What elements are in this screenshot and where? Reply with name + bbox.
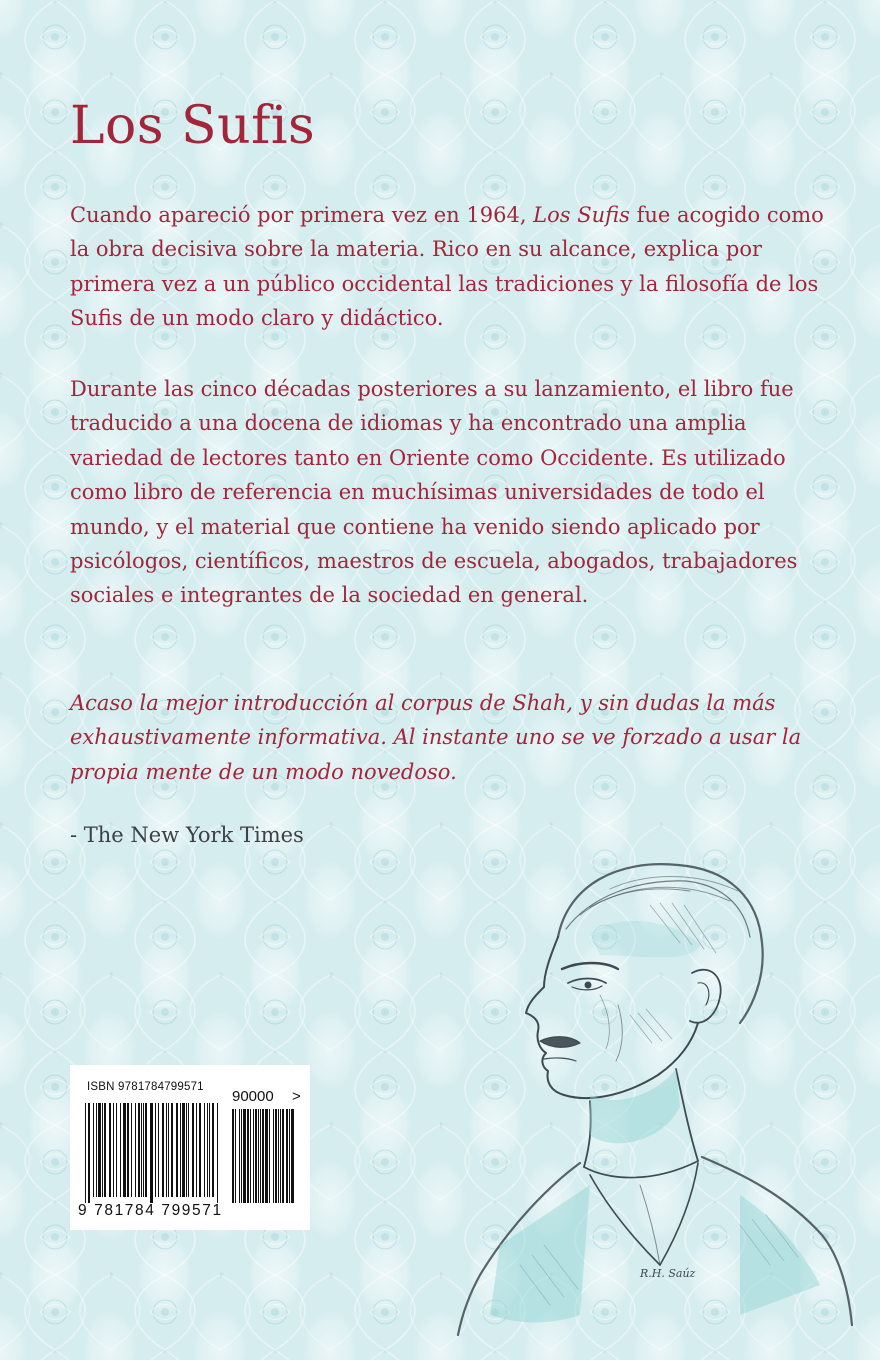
barcode-bar (96, 1103, 97, 1197)
barcode-bars (85, 1103, 300, 1203)
barcode-bar (286, 1109, 288, 1203)
barcode-bar (135, 1103, 136, 1197)
barcode-bar (235, 1109, 236, 1203)
barcode-bar (138, 1103, 140, 1197)
barcode-bar (262, 1109, 264, 1203)
barcode-bar (192, 1103, 194, 1197)
barcode-bar (243, 1109, 246, 1203)
barcode-bar (93, 1103, 94, 1197)
barcode-digits: 9 781784 799571 (78, 1202, 223, 1219)
barcode-bar (291, 1109, 294, 1203)
author-portrait-sketch (440, 845, 860, 1345)
barcode-bar (155, 1103, 156, 1197)
barcode-bar (188, 1103, 189, 1197)
barcode-bar (88, 1103, 90, 1203)
portrait-signature: R.H. Saúz (640, 1267, 696, 1280)
barcode-bar (239, 1109, 240, 1203)
description-paragraph-1 (70, 198, 830, 336)
barcode-bar (250, 1109, 251, 1203)
barcode-bar (162, 1103, 164, 1197)
barcode-bar (247, 1109, 249, 1203)
barcode-bar (158, 1103, 159, 1197)
barcode-bar (127, 1103, 129, 1197)
barcode-bar (255, 1109, 257, 1203)
barcode-bar (275, 1109, 277, 1203)
barcode-bar (85, 1103, 86, 1203)
barcode-bar (131, 1103, 132, 1197)
barcode-bar (269, 1109, 270, 1203)
barcode-bar (116, 1103, 117, 1197)
barcode-bar (196, 1103, 197, 1197)
description-paragraph-1-end: fue acogido como la obra decisiva sobre la materia. Rico en su alcance, explica por primera vez a un público occidental las tradiciones y la filosofía de los Sufis de un modo claro y didáctico. (70, 203, 824, 331)
barcode-bar (209, 1103, 210, 1197)
barcode-bar (102, 1103, 103, 1197)
isbn-label: ISBN 9781784799571 (87, 1081, 204, 1093)
barcode-bar (168, 1103, 169, 1197)
barcode-bar (280, 1109, 281, 1203)
review-attribution: - The New York Times (70, 823, 304, 847)
description-paragraph-1-start: Cuando apareció por primera vez en 1964, (70, 203, 534, 227)
barcode-bar (260, 1109, 261, 1203)
barcode-bar (120, 1103, 121, 1197)
barcode-bar (253, 1109, 254, 1203)
barcode-bar (217, 1103, 218, 1203)
barcode-bar (145, 1103, 147, 1197)
barcode-bar (182, 1103, 185, 1197)
barcode-bar (150, 1103, 153, 1203)
barcode-bar (278, 1109, 279, 1203)
barcode-bar (207, 1103, 208, 1197)
barcode-bar (113, 1103, 114, 1197)
barcode-bar (186, 1103, 187, 1197)
barcode-bar (123, 1103, 126, 1197)
barcode-bar (241, 1109, 242, 1203)
isbn-barcode-box (70, 1065, 310, 1230)
barcode-bar (141, 1103, 142, 1197)
barcode-bar (109, 1103, 111, 1197)
barcode-bar (143, 1103, 144, 1197)
barcode-bar (273, 1109, 274, 1203)
barcode-bar (265, 1109, 268, 1203)
price-code: 90000 (232, 1088, 274, 1105)
review-quote: Acaso la mejor introducción al corpus de Shah, y sin dudas la más exhaustivamente informativa. Al instante uno se ve forzado a usar la propia mente de un modo novedoso. (70, 691, 802, 784)
barcode-bar (180, 1103, 181, 1197)
description-paragraph-1-book-title: Los Sufis (533, 203, 630, 227)
barcode-bar (176, 1103, 178, 1197)
barcode-bar (232, 1109, 234, 1203)
description-paragraph-2: Durante las cinco décadas posteriores a su lanzamiento, el libro fue traducido a una docena de idiomas y ha encontrado una amplia variedad de lectores tanto en Oriente como Occidente. Es utilizado como libro de referencia en muchísimas universidades de todo el mundo, y el material que contiene ha venido siendo aplicado por psicólogos, científicos, maestros de escuela, abogados, trabajadores sociales e integrantes de la sociedad en general. (70, 377, 798, 608)
barcode-bar (204, 1103, 205, 1197)
barcode-bar (282, 1109, 284, 1203)
barcode-bar (104, 1103, 106, 1197)
price-arrow: > (292, 1088, 301, 1105)
barcode-bar (98, 1103, 101, 1197)
barcode-bar (199, 1103, 201, 1197)
barcode-bar (212, 1103, 214, 1197)
barcode-bar (258, 1109, 259, 1203)
barcode-bar (166, 1103, 167, 1197)
book-title: Los Sufis (70, 96, 316, 156)
barcode-bar (171, 1103, 173, 1197)
barcode-bar (289, 1109, 290, 1203)
